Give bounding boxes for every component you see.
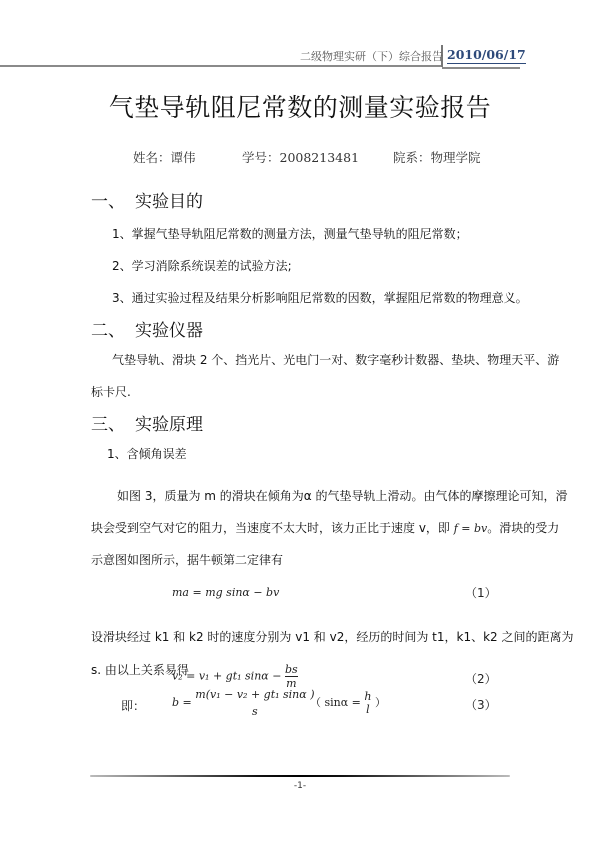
equation-3: b = m(v₁ − v₂ + gt₁ sinα ) s bbox=[172, 688, 315, 718]
fraction: $\frac{bs}{m}$ bbox=[284, 663, 298, 690]
section-number: 三、 bbox=[91, 415, 125, 435]
fraction: m(v₁ − v₂ + gt₁ sinα ) s bbox=[195, 688, 315, 718]
section-heading-2 bbox=[91, 316, 203, 341]
document-title: 气垫导轨阻尼常数的测量实验报告 bbox=[108, 93, 492, 122]
objective-item-3: 3、通过实验过程及结果分析影响阻尼常数的因数，掌握阻尼常数的物理意义。 bbox=[112, 291, 528, 305]
section-title: 实验原理 bbox=[135, 415, 203, 435]
principle-para1-line3: 示意图如图所示，据牛顿第二定律有 bbox=[91, 553, 284, 567]
author-name: 姓名：谭伟 bbox=[133, 150, 196, 165]
section-title: 实验目的 bbox=[135, 192, 203, 212]
principle-para1-line2: 块会受到空气对它的阻力，当速度不太大时，该力正比于速度 v，即 f = bv。滑块的受力 bbox=[91, 521, 560, 535]
equation-1-number: （1） bbox=[465, 586, 497, 600]
footer-rule bbox=[90, 775, 510, 777]
page-number: -1- bbox=[293, 781, 307, 791]
student-id: 学号：2008213481 bbox=[242, 150, 360, 165]
equipment-line-1: 气垫导轨、滑块 2 个、挡光片、光电门一对、数字毫秒计数器、垫块、物理天平、游 bbox=[112, 353, 560, 367]
header-date: 2010/06/17 bbox=[447, 47, 526, 62]
equation-2: v₂ = v₁ + gt₁ sinα − $\frac{bs}{m}$ bbox=[172, 663, 298, 690]
section-number: 一、 bbox=[91, 192, 125, 212]
header-course: 二级物理实研（下）综合报告 bbox=[300, 50, 443, 63]
equation-3-note: （ sinα = h l ） bbox=[310, 690, 386, 716]
subheading: 1、含倾角误差 bbox=[107, 447, 187, 461]
equipment-line-2: 标卡尺. bbox=[91, 385, 131, 399]
section-heading-3 bbox=[91, 410, 203, 435]
principle-para2-line1: 设滑块经过 k1 和 k2 时的速度分别为 v1 和 v2，经历的时间为 t1，k1、k2 之间的距离为 bbox=[91, 630, 574, 644]
formula-inline: f = bv bbox=[453, 522, 488, 535]
header-rule-date bbox=[442, 67, 520, 69]
principle-para1-line1: 如图 3，质量为 m 的滑块在倾角为α 的气垫导轨上滑动。由气体的摩擦理论可知，滑 bbox=[117, 489, 568, 503]
header-rule bbox=[0, 65, 442, 67]
equation-1: ma = mg sinα − bv bbox=[172, 586, 280, 599]
objective-item-1: 1、掌握气垫导轨阻尼常数的测量方法，测量气垫导轨的阻尼常数； bbox=[112, 227, 468, 241]
equation-3-prefix: 即： bbox=[121, 699, 146, 713]
section-title: 实验仪器 bbox=[135, 321, 203, 341]
section-number: 二、 bbox=[91, 321, 125, 341]
equation-3-number: （3） bbox=[465, 698, 497, 712]
principle-para2-line2: s. 由以上关系易得 bbox=[91, 663, 189, 677]
section-heading-1 bbox=[91, 187, 203, 212]
equation-2-number: （2） bbox=[465, 672, 497, 686]
objective-item-2: 2、学习消除系统误差的试验方法; bbox=[112, 259, 292, 273]
department: 院系：物理学院 bbox=[393, 150, 481, 165]
